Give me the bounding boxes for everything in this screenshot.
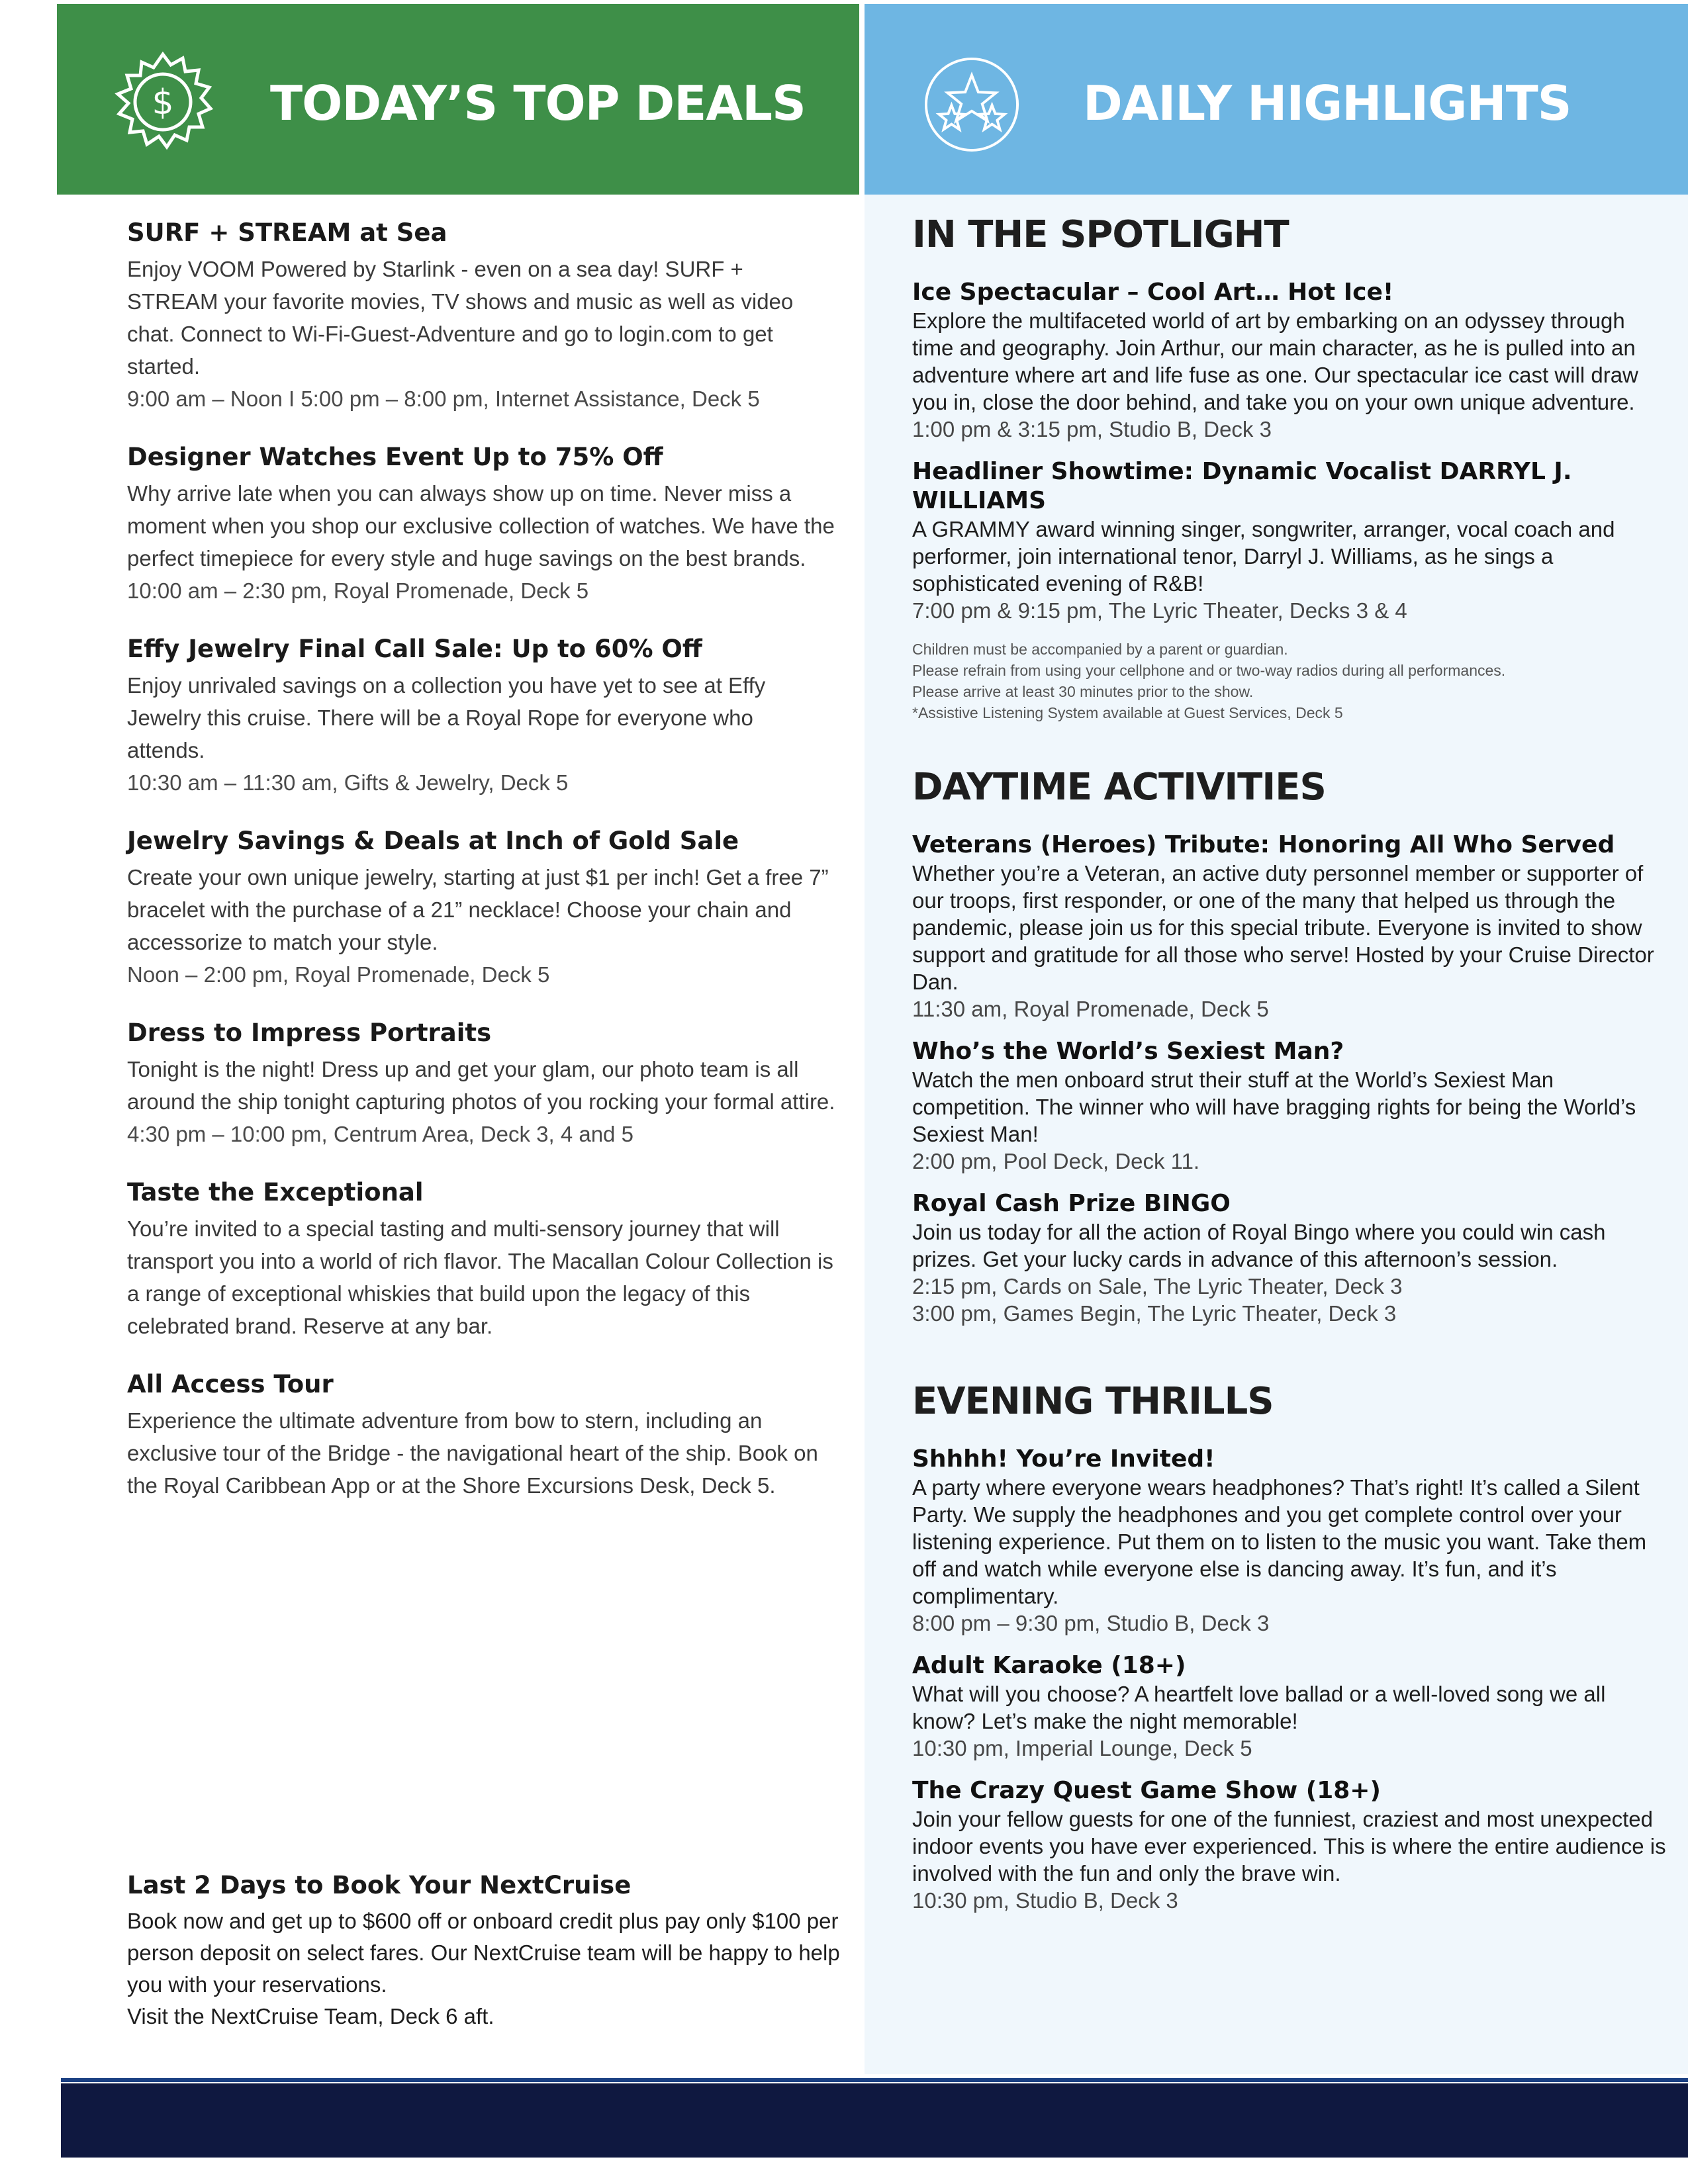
note-line: Children must be accompanied by a parent or guardian. bbox=[912, 641, 1288, 658]
event-body: A party where everyone wears headphones? That’s right! It’s called a Silent Party. We supply the headphones and you get complete control over your listening experience. Put them on to listen to the music you want. Take them off and watch while everyone else is dancing away. It’s fun, and it’s complimentary. bbox=[912, 1475, 1647, 1608]
deal-title: All Access Tour bbox=[127, 1370, 334, 1398]
note-line: Please refrain from using your cellphone and or two-way radios during all performances. bbox=[912, 662, 1506, 679]
deal-item bbox=[127, 1369, 835, 1502]
highlights-column bbox=[912, 212, 1667, 1929]
top-deals-banner bbox=[57, 4, 859, 195]
note-line: Please arrive at least 30 minutes prior to the show. bbox=[912, 683, 1254, 700]
event-time: 3:00 pm, Games Begin, The Lyric Theater, Deck 3 bbox=[912, 1301, 1397, 1326]
footer-bar bbox=[61, 2083, 1688, 2158]
event-title: Who’s the World’s Sexiest Man? bbox=[912, 1038, 1344, 1065]
deal-body: Enjoy VOOM Powered by Starlink - even on a sea day! SURF + STREAM your favorite movies, TV shows and music as well as video chat. Connect to Wi-Fi-Guest-Adventure and go to login.com to get started. bbox=[127, 257, 794, 379]
event-item bbox=[912, 1776, 1667, 1914]
deal-item bbox=[127, 217, 835, 415]
deal-item bbox=[127, 633, 835, 799]
spotlight-heading: IN THE SPOTLIGHT bbox=[912, 213, 1289, 256]
deal-time: 10:30 am – 11:30 am, Gifts & Jewelry, Deck 5 bbox=[127, 770, 569, 795]
deal-title: Designer Watches Event Up to 75% Off bbox=[127, 443, 663, 471]
event-time: 10:30 pm, Studio B, Deck 3 bbox=[912, 1888, 1178, 1913]
deal-time: Noon – 2:00 pm, Royal Promenade, Deck 5 bbox=[127, 962, 550, 987]
deal-time: 9:00 am – Noon I 5:00 pm – 8:00 pm, Internet Assistance, Deck 5 bbox=[127, 387, 760, 411]
stars-badge-icon bbox=[923, 56, 1021, 154]
dollar-badge-icon bbox=[110, 49, 216, 155]
deal-location: Visit the NextCruise Team, Deck 6 aft. bbox=[127, 2004, 494, 2028]
footer-divider bbox=[61, 2078, 1688, 2082]
event-item bbox=[912, 1189, 1667, 1327]
deal-title: Last 2 Days to Book Your NextCruise bbox=[127, 1871, 632, 1899]
event-item bbox=[912, 1037, 1667, 1175]
event-title: Veterans (Heroes) Tribute: Honoring All Who Served bbox=[912, 831, 1615, 858]
event-title: Ice Spectacular – Cool Art… Hot Ice! bbox=[912, 279, 1394, 306]
deal-item bbox=[127, 1177, 835, 1342]
event-time: 2:15 pm, Cards on Sale, The Lyric Theater, Deck 3 bbox=[912, 1274, 1403, 1298]
event-title: The Crazy Quest Game Show (18+) bbox=[912, 1777, 1381, 1804]
daily-highlights-title: DAILY HIGHLIGHTS bbox=[1083, 75, 1571, 131]
event-time: 2:00 pm, Pool Deck, Deck 11. bbox=[912, 1149, 1200, 1173]
event-body: Join us today for all the action of Royal Bingo where you could win cash prizes. Get your lucky cards in advance of this afternoon’s session. bbox=[912, 1220, 1606, 1271]
event-time: 8:00 pm – 9:30 pm, Studio B, Deck 3 bbox=[912, 1611, 1270, 1635]
event-title: Royal Cash Prize BINGO bbox=[912, 1190, 1231, 1217]
event-time: 7:00 pm & 9:15 pm, The Lyric Theater, Decks 3 & 4 bbox=[912, 598, 1407, 623]
deal-title: SURF + STREAM at Sea bbox=[127, 218, 447, 247]
event-title: Shhhh! You’re Invited! bbox=[912, 1445, 1215, 1473]
deal-title: Dress to Impress Portraits bbox=[127, 1019, 492, 1047]
deal-title: Effy Jewelry Final Call Sale: Up to 60% Off bbox=[127, 635, 702, 663]
event-body: What will you choose? A heartfelt love ballad or a well-loved song we all know? Let’s make the night memorable! bbox=[912, 1682, 1606, 1733]
event-body: Watch the men onboard strut their stuff at the World’s Sexiest Man competition. The winner who will have bragging rights for being the World’s Sexiest Man! bbox=[912, 1068, 1636, 1146]
svg-text:$: $ bbox=[152, 83, 174, 122]
show-notes bbox=[912, 639, 1667, 723]
deal-item bbox=[127, 825, 835, 991]
event-item bbox=[912, 457, 1667, 624]
deal-body: Why arrive late when you can always show up on time. Never miss a moment when you shop our exclusive collection of watches. We have the perfect timepiece for every style and huge savings on the best brands. bbox=[127, 481, 835, 570]
deal-body: Create your own unique jewelry, starting at just $1 per inch! Get a free 7” bracelet with the purchase of a 21” necklace! Choose your chain and accessorize to match your style. bbox=[127, 865, 829, 954]
deal-body: Enjoy unrivaled savings on a collection you have yet to see at Effy Jewelry this cruise. There will be a Royal Rope for everyone who attends. bbox=[127, 673, 766, 762]
deals-column bbox=[127, 217, 835, 1528]
daytime-heading: DAYTIME ACTIVITIES bbox=[912, 766, 1326, 809]
deal-body: Book now and get up to $600 off or onboard credit plus pay only $100 per person deposit on select fares. Our NextCruise team will be happy to help you with your reservations. bbox=[127, 1909, 840, 1997]
event-title: Headliner Showtime: Dynamic Vocalist DARRYL J. WILLIAMS bbox=[912, 458, 1572, 514]
event-item bbox=[912, 278, 1667, 443]
deal-body: Tonight is the night! Dress up and get your glam, our photo team is all around the ship tonight capturing photos of you rocking your formal attire. bbox=[127, 1057, 835, 1114]
event-item bbox=[912, 1651, 1667, 1762]
note-line: *Assistive Listening System available at Guest Services, Deck 5 bbox=[912, 704, 1343, 721]
deal-time: 10:00 am – 2:30 pm, Royal Promenade, Deck 5 bbox=[127, 578, 589, 603]
deal-title: Taste the Exceptional bbox=[127, 1178, 424, 1206]
deal-body: Experience the ultimate adventure from bow to stern, including an exclusive tour of the Bridge - the navigational heart of the ship. Book on the Royal Caribbean App or at the Shore Excursions Desk, Deck 5. bbox=[127, 1408, 818, 1498]
event-time: 1:00 pm & 3:15 pm, Studio B, Deck 3 bbox=[912, 417, 1272, 441]
event-body: Join your fellow guests for one of the funniest, craziest and most unexpected indoor events you have ever experienced. This is where the entire audience is involved with the fun and only the brave win. bbox=[912, 1807, 1666, 1886]
event-item bbox=[912, 831, 1667, 1023]
event-title: Adult Karaoke (18+) bbox=[912, 1652, 1186, 1679]
event-time: 10:30 pm, Imperial Lounge, Deck 5 bbox=[912, 1736, 1252, 1760]
deal-time: 4:30 pm – 10:00 pm, Centrum Area, Deck 3, 4 and 5 bbox=[127, 1122, 633, 1146]
event-item bbox=[912, 1445, 1667, 1637]
event-time: 11:30 am, Royal Promenade, Deck 5 bbox=[912, 997, 1269, 1021]
event-body: A GRAMMY award winning singer, songwriter, arranger, vocal coach and performer, join international tenor, Darryl J. Williams, as he sings a sophisticated evening of R&B! bbox=[912, 517, 1615, 596]
top-deals-title: TODAY’S TOP DEALS bbox=[270, 75, 806, 131]
evening-heading: EVENING THRILLS bbox=[912, 1380, 1274, 1423]
event-body: Explore the multifaceted world of art by embarking on an odyssey through time and geography. Join Arthur, our main character, as he is pulled into an adventure where art and life fuse as one. Our spectacular ice cast will draw you in, close the door behind, and take you on your own unique adventure. bbox=[912, 308, 1638, 414]
deal-title: Jewelry Savings & Deals at Inch of Gold Sale bbox=[127, 827, 739, 855]
deal-item bbox=[127, 441, 835, 607]
daily-highlights-banner bbox=[865, 4, 1688, 195]
event-body: Whether you’re a Veteran, an active duty personnel member or supporter of our troops, first responder, or one of the many that helped us through the pandemic, please join us for this special tribute. Everyone is invited to show support and gratitude for all those who serve! Hosted by your Cruise Director Dan. bbox=[912, 861, 1654, 994]
nextcruise-deal bbox=[127, 1870, 842, 2032]
deal-item bbox=[127, 1017, 835, 1150]
deal-body: You’re invited to a special tasting and multi-sensory journey that will transport you into a world of rich flavor. The Macallan Colour Collection is a range of exceptional whiskies that build upon the legacy of this celebrated brand. Reserve at any bar. bbox=[127, 1216, 833, 1338]
